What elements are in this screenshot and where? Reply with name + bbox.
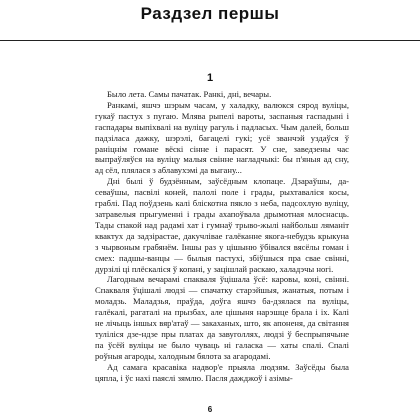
section-header [0, 0, 420, 41]
paragraph: Ад самага красавіка надвор'е прыяла людзям. Заўсёды была цяпла, і ўс нахі паяслі зямлю. Пасля дажджоў і азімы- [95, 361, 349, 383]
chapter-number: 1 [206, 72, 214, 84]
section-title: Раздзел першы [140, 4, 280, 23]
paragraph: Ранкамі, яшчэ шэрым часам, у халадку, валюкся сярод вуліцы, гукаў пастух з пугаю. Млява рыпелі вароты, заспаныя гаспадыні і гаспадары выпіхвалі на вуліцу рагуль і падласых. Чым далей, больш падзіласа дажку, шэрэлі, багацелі гукі; усё званчэй уздаўся ў раніцнім гомане вёскі сінне і парасят. У сне, заведзены час выпраўляўся на вуліцу малыя свінне нагладчыкі: бы п'яныя ад сну, ад сёл, плялася з аблавухэмі да выгану... [95, 99, 349, 176]
body-text [95, 89, 349, 383]
page-number: 6 [207, 405, 213, 414]
paragraph: Было лета. Самы пачатак. Ранкі, дні, вечары. [107, 89, 272, 99]
paragraph: Лагодным вечарамі спакваля ўцішала ўсё: каровы, коні, свінні. Спакваля ўцішалі людзі — спачатку старэйшыя, жанатыя, потым і моладзь. Маладзья, праўда, доўга яшчэ ба-дзялася па вуліцы, галёкалі, рагаталі на прызбах, але цішыня нарэшце брала і іх. Калі не лічыць іншых вяр'атаў — закаханых, што, як апоненя, да світання туліліся дзе-ндзе пры платах да завуголлях, людзі ў беспрыпячыне па ўсёй вуліцы не было чуваць ні галаска — хаты спалі. Спалі роўныя агароды, халодным бялота за агародамі. [95, 274, 349, 361]
paragraph: Дні былі ў будзённым, заўсёдным клопаце. Дзараўшы, да-севаўшы, пасвілі коней, палолі поле і грады, рыхтаваліся косы, граблі. Пад поўдзень калі бліскотна пякло з неба, падсохлую вуліцу, затравелыя прыгуменні і грады ахапоўвала дрымотная млоснасць. Тады спакой над радамі хат і гумнаў трыво-жылі найбольш ляманіт квактух да задзірастае, дакучлівае галёканне якога-небудзь крыкуна з чырвоным грабянём. Іншы раз у цішыню ўбівался вясёлы гоман і смех: падшы-ванцы — былыя пастухі, збіўшыся пра свае свінні, дурзілі ці плёскаліся ў копані, у зацішлай раскаю, халадэчы ногі. [95, 176, 349, 274]
